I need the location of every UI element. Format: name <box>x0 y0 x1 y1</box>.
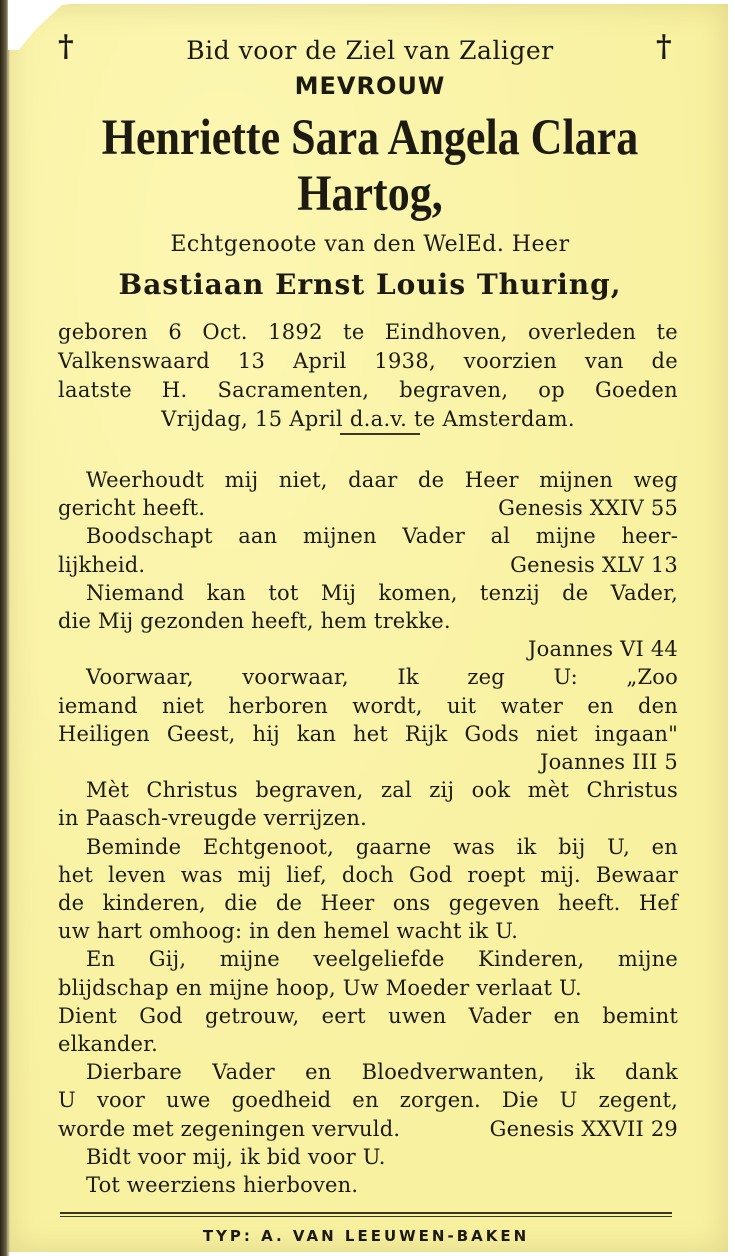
biography <box>58 318 678 434</box>
verse-text: Weerhoudt mij niet, daar de Heer mijnen weg <box>86 468 678 492</box>
verse-text: iemand niet herboren wordt, uit water en den <box>58 693 678 718</box>
bio-line: laatste H. Sacramenten, begraven, op Goeden <box>58 378 678 402</box>
verse-line <box>58 579 678 607</box>
verse-line <box>58 607 678 635</box>
verse-line <box>58 720 678 748</box>
verse-line <box>58 635 678 663</box>
spouse-name: Bastiaan Ernst Louis Thuring, <box>118 268 622 301</box>
verse-line <box>58 1171 678 1199</box>
verse-line <box>58 776 678 804</box>
deceased-name-line2: Hartog, <box>297 165 443 222</box>
verse-text: worde met zegeningen vervuld. <box>58 1116 401 1141</box>
verse-line <box>58 1030 678 1058</box>
verse-line <box>58 974 678 1002</box>
verse-text: Dient God getrouw, eert uwen Vader en bemint <box>58 1003 678 1028</box>
verse-line <box>58 748 678 776</box>
verse-text: Mèt Christus begraven, zal zij ook mèt Christus <box>86 778 678 803</box>
cross-icon-right: † <box>656 29 672 64</box>
footer-rule <box>60 1212 672 1214</box>
cross-icon-left: † <box>58 29 74 64</box>
verse-text: U voor uwe goedheid en zorgen. Die U zegent, <box>58 1088 678 1113</box>
verse-text: Voorwaar, voorwaar, Ik zeg U: „Zoo <box>86 665 678 690</box>
verse-line <box>58 692 678 720</box>
bio-line: geboren 6 Oct. 1892 te Eindhoven, overleden te <box>58 320 678 344</box>
verse-text: gericht heeft. <box>58 496 206 521</box>
verse-text: Niemand kan tot Mij komen, tenzij de Vader, <box>86 580 678 605</box>
spouse-intro: Echtgenoote van den WelEd. Heer <box>170 232 570 257</box>
verse-reference: Genesis XXIV 55 <box>498 496 678 521</box>
verse-text: Bidt voor mij, ik bid voor U. <box>86 1144 386 1169</box>
bio-underline <box>340 433 420 435</box>
verse-text: uw hart omhoog: in den hemel wacht ik U. <box>58 919 519 944</box>
verse-reference: Joannes III 5 <box>539 750 678 775</box>
footer-rule-thin <box>60 1216 672 1217</box>
verse-line <box>58 522 678 550</box>
verse-line <box>58 551 678 579</box>
verse-line <box>58 663 678 691</box>
bio-line: Vrijdag, 15 April d.a.v. te Amsterdam. <box>161 407 575 431</box>
verse-text: Beminde Echtgenoot, gaarne was ik bij U, en <box>86 834 678 859</box>
verse-line <box>58 833 678 861</box>
verse-text: elkander. <box>58 1032 158 1057</box>
verse-text: die Mij gezonden heeft, hem trekke. <box>58 609 451 634</box>
verse-line <box>58 1086 678 1114</box>
verse-line <box>58 889 678 917</box>
verse-text: blijdschap en mijne hoop, Uw Moeder verlaat U. <box>58 975 582 1000</box>
verse-text: het leven was mij lief, doch God roept mij. Bewaar <box>58 862 678 887</box>
scripture-verses <box>58 466 678 1199</box>
verse-text: Boodschapt aan mijnen Vader al mijne heer- <box>86 524 678 549</box>
verse-line <box>58 804 678 832</box>
verse-text: Heiligen Geest, hij kan het Rijk Gods niet ingaan" <box>58 721 678 746</box>
verse-text: Dierbare Vader en Bloedverwanten, ik dank <box>86 1060 678 1085</box>
verse-text: lijkheid. <box>58 552 146 577</box>
verse-reference: Genesis XLV 13 <box>510 552 678 577</box>
verse-text: En Gij, mijne veelgeliefde Kinderen, mijne <box>86 947 678 972</box>
card-shadow-edge <box>0 0 10 1256</box>
prayer-line: Bid voor de Ziel van Zaliger <box>186 36 554 65</box>
deceased-name-line1: Henriette Sara Angela Clara <box>101 109 639 166</box>
verse-line <box>58 861 678 889</box>
verse-reference: Genesis XXVII 29 <box>489 1116 678 1141</box>
verse-line <box>58 917 678 945</box>
verse-text: Tot weerziens hierboven. <box>86 1173 359 1198</box>
verse-line <box>58 945 678 973</box>
verse-line <box>58 1143 678 1171</box>
printer-imprint: TYP: A. VAN LEEUWEN-BAKEN <box>202 1227 530 1245</box>
honorific: MEVROUW <box>294 72 446 100</box>
verse-line <box>58 494 678 522</box>
verse-reference: Joannes VI 44 <box>528 637 678 662</box>
verse-text: in Paasch-vreugde verrijzen. <box>58 806 368 831</box>
verse-text: de kinderen, die de Heer ons gegeven heeft. Hef <box>58 891 678 916</box>
verse-line <box>58 1058 678 1086</box>
bio-line: Valkenswaard 13 April 1938, voorzien van de <box>58 349 678 373</box>
verse-line <box>58 1002 678 1030</box>
verse-line <box>58 1115 678 1143</box>
verse-line <box>58 466 678 494</box>
